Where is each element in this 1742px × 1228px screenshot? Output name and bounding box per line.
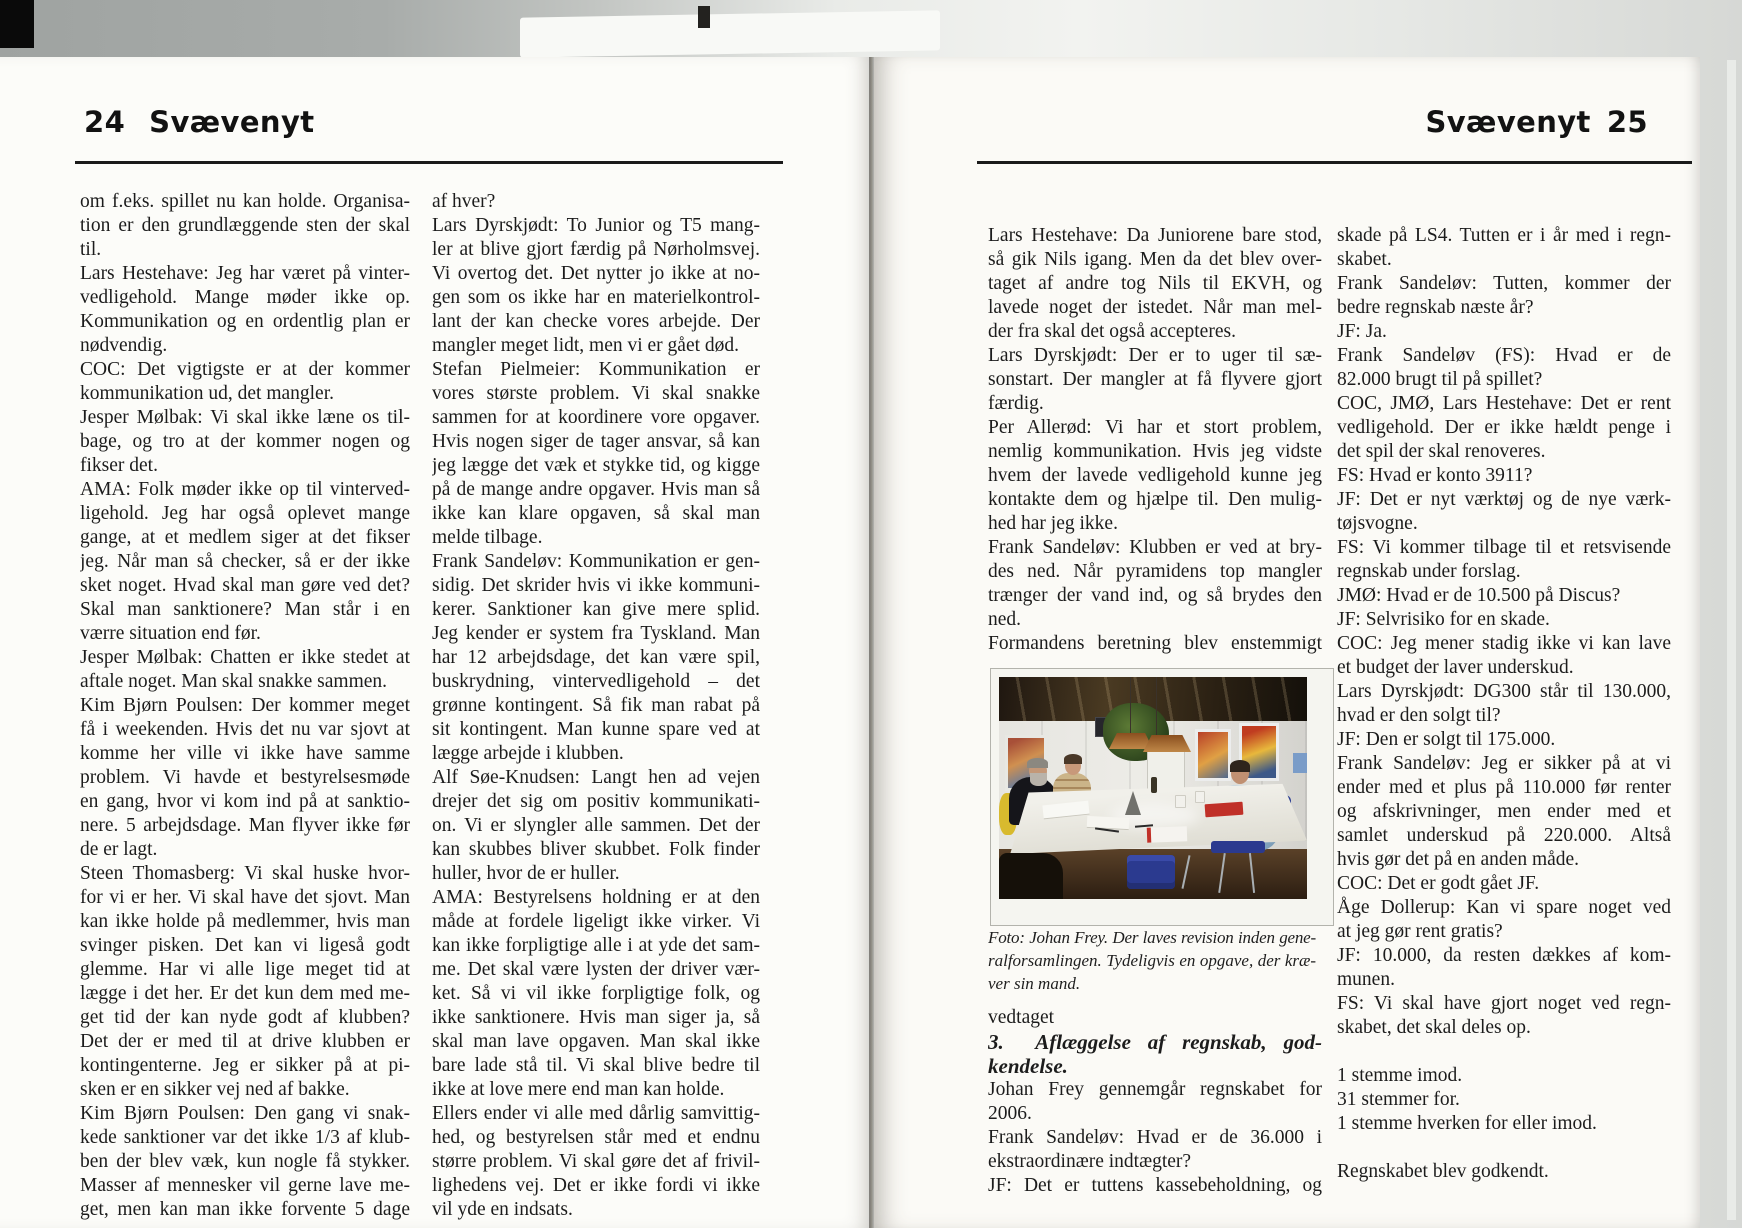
text-block — [432, 214, 760, 358]
text-line: Johan Frey gennemgår regnskabet for — [988, 1079, 1322, 1100]
text-line: Ellers ender vi alle med dårlig samvittig- — [432, 1103, 760, 1124]
text-block — [1337, 680, 1671, 728]
text-line: get, men kan man ikke forvente 5 dage — [80, 1199, 410, 1220]
text-line: sonstart. Der mangler at få flyvere gjort — [988, 369, 1322, 390]
text-block — [988, 416, 1322, 536]
text-line: Foto: Johan Frey. Der laves revision inden gene- — [988, 928, 1316, 947]
text-line: Jesper Mølbak: Chatten er ikke stedet at — [80, 647, 410, 668]
text-line: nødvendig. — [80, 335, 168, 356]
text-line: at jeg gør rent gratis? — [1337, 921, 1503, 942]
text-line: lavede noget der istedet. Når man mel- — [988, 297, 1322, 318]
text-line: komme her ville vi ikke have samme — [80, 743, 410, 764]
text-line: vedligehold. Mange møder ikke op. — [80, 287, 410, 308]
text-line: Hvis nogen siger de tager ansvar, så kan — [432, 431, 760, 452]
text-line: vedtaget — [988, 1007, 1055, 1028]
text-line: COC, JMØ, Lars Hestehave: Det er rent — [1337, 393, 1671, 414]
photo-blue-chair-seat — [1211, 841, 1265, 853]
text-line: har 12 arbejdsdage, det kan være spil, — [432, 647, 760, 668]
text-block — [80, 478, 410, 646]
photo-caption — [988, 926, 1316, 995]
text-line: AMA: Folk møder ikke op til vinterved- — [80, 479, 410, 500]
text-block — [1337, 1160, 1671, 1184]
text-block — [432, 766, 760, 886]
photo-cup — [1175, 795, 1186, 808]
text-block — [1337, 944, 1671, 992]
photo-papers — [1087, 816, 1130, 830]
photo-scene — [999, 677, 1307, 899]
header-rule-left — [75, 161, 783, 164]
text-line: Frank Sandeløv: Tutten, kommer der — [1337, 273, 1671, 294]
text-line: færdig. — [988, 393, 1044, 414]
text-line: Åge Dollerup: Kan vi spare noget ved — [1337, 897, 1671, 918]
text-line: skabet. — [1337, 249, 1392, 270]
text-line: Regnskabet blev godkendt. — [1337, 1161, 1549, 1182]
text-line: hed, og bestyrelsen står med et endnu — [432, 1127, 760, 1148]
text-line: des ned. Når pyramidens top mangler — [988, 561, 1322, 582]
text-line: 82.000 brugt til på spillet? — [1337, 369, 1543, 390]
right-page-column-1-bottom — [988, 1006, 1322, 1198]
text-line: buskrydning, vintervedligehold – det — [432, 671, 760, 692]
text-line: hvis gør det på en anden måde. — [1337, 849, 1580, 870]
photo-blue-chair-front — [1127, 855, 1175, 889]
text-line: Masser af mennesker vil gerne lave me- — [80, 1175, 410, 1196]
photo-wall-box — [1293, 753, 1307, 773]
text-block — [1337, 632, 1671, 680]
text-line: ligehold. Jeg har også oplevet mange — [80, 503, 410, 524]
text-line: grønne kontingent. Så fik man rabat på — [432, 695, 760, 716]
text-line: JF: Det er nyt værktøj og de nye værk- — [1337, 489, 1671, 510]
photo-person-right-hair — [1230, 760, 1250, 772]
text-line: 1 stemme imod. — [1337, 1065, 1463, 1086]
text-line: Lars Dyrskjødt: DG300 står til 130.000, — [1337, 681, 1671, 702]
text-line: ekstraordinære indtægter? — [988, 1151, 1192, 1172]
text-line: problem. Vi havde et bestyrelsesmøde — [80, 767, 410, 788]
text-line: jeg. Når man så checker, så er der ikke — [80, 551, 410, 572]
text-block — [988, 344, 1322, 416]
scan-artifact-mark — [698, 6, 710, 28]
text-line: Frank Sandeløv: Hvad er de 36.000 i — [988, 1127, 1322, 1148]
text-block — [80, 358, 410, 406]
text-block — [988, 224, 1322, 344]
text-line: samlet underskud på 220.000. Altså — [1337, 825, 1671, 846]
photo-red-folder — [1205, 802, 1244, 818]
text-line: sket noget. Hvad skal man gøre ved det? — [80, 575, 410, 596]
magazine-title: Svævenyt — [149, 105, 315, 139]
text-line: Steen Thomasberg: Vi skal huske hvor- — [80, 863, 410, 884]
text-block — [1337, 752, 1671, 872]
left-page-column-2 — [432, 190, 760, 1222]
text-line: mangler meget lidt, men vi er gået død. — [432, 335, 740, 356]
text-block — [1337, 872, 1671, 896]
text-line: FS: Vi kommer tilbage til et retsvisende — [1337, 537, 1671, 558]
text-line: FS: Hvad er konto 3911? — [1337, 465, 1533, 486]
photo-lamp-cord — [1156, 677, 1157, 739]
text-line: Kommunikation og en ordentlig plan er — [80, 311, 410, 332]
text-line: bare lade stå til. Vi skal blive bedre til — [432, 1055, 760, 1076]
text-line: Kim Bjørn Poulsen: Den gang vi snak- — [80, 1103, 410, 1124]
text-line: værre situation end før. — [80, 623, 261, 644]
text-line: sken er en sikker vej ned af bakke. — [80, 1079, 350, 1100]
text-line: Frank Sandeløv: Klubben er ved at bry- — [988, 537, 1322, 558]
text-line: et budget der laver underskud. — [1337, 657, 1574, 678]
text-line: huller, hvor de er huller. — [432, 863, 620, 884]
text-block — [1337, 608, 1671, 632]
text-line: ikke at love mere end man kan holde. — [432, 1079, 725, 1100]
text-line: Det der er med til at drive klubben er — [80, 1031, 410, 1052]
text-block — [80, 1102, 410, 1222]
text-line: ikke kan klare opgaven, så skal man — [432, 503, 760, 524]
text-line: ver sin mand. — [988, 974, 1081, 993]
text-block — [988, 1078, 1322, 1126]
text-line: JF: 10.000, da resten dækkes af kom- — [1337, 945, 1671, 966]
text-block — [988, 536, 1322, 632]
text-line: get tid der kan nyde godt af klubben? — [80, 1007, 410, 1028]
text-line: Per Allerød: Vi har et stort problem, — [988, 417, 1322, 438]
text-line: regnskab under forslag. — [1337, 561, 1521, 582]
text-line: Alf Søe-Knudsen: Langt hen ad vejen — [432, 767, 760, 788]
text-line: fikser det. — [80, 455, 158, 476]
text-line: vores største problem. Vi skal snakke — [432, 383, 760, 404]
photo-cup — [1195, 791, 1205, 803]
text-line: ikke sanktionere. Hvis man siger ja, så — [432, 1007, 760, 1028]
text-block — [1337, 992, 1671, 1040]
text-line: JF: Den er solgt til 175.000. — [1337, 729, 1556, 750]
text-block — [1337, 224, 1671, 272]
text-line: Stefan Pielmeier: Kommunikation er — [432, 359, 760, 380]
text-block — [1337, 728, 1671, 752]
text-line: Lars Dyrskjødt: To Junior og T5 mang- — [432, 215, 760, 236]
text-line: kerer. Sanktioner kan give mere splid. — [432, 599, 760, 620]
text-line: JF: Ja. — [1337, 321, 1387, 342]
text-line: om f.eks. spillet nu kan holde. Organisa- — [80, 191, 410, 212]
text-line: hvem der lavede vedligehold kunne jeg — [988, 465, 1322, 486]
text-line: på de mange andre opgaver. Hvis man så — [432, 479, 760, 500]
text-line: sit kontingent. Man kunne spare ved at — [432, 719, 760, 740]
text-block — [1337, 392, 1671, 464]
scanner-corner-shadow — [0, 0, 34, 48]
text-line: for vi er her. Vi skal have det sjovt. Man — [80, 887, 410, 908]
text-line: nemlig kommunikation. Hvis jeg vidste — [988, 441, 1322, 462]
text-line: kendelse. — [988, 1054, 1068, 1078]
left-page-column-1 — [80, 190, 410, 1222]
text-block — [432, 1102, 760, 1222]
text-block — [432, 550, 760, 766]
text-line: JF: Det er tuttens kassebeholdning, og — [988, 1175, 1322, 1196]
text-line: det spil der skal renoveres. — [1337, 441, 1546, 462]
text-line: 31 stemmer for. — [1337, 1089, 1460, 1110]
text-line: større problem. Vi skal gøre det af frivil- — [432, 1151, 760, 1172]
text-line: skabet, det skal deles op. — [1337, 1017, 1531, 1038]
text-line: kontingenterne. Jeg er sikker på at pi- — [80, 1055, 410, 1076]
text-line: Lars Dyrskjødt: Der er to uger til sæ- — [988, 345, 1322, 366]
photo-person-left-beard — [1030, 773, 1047, 786]
photo-dark-chair — [999, 853, 1063, 899]
text-line: kan ikke holde på medlemmer, hvis man — [80, 911, 410, 932]
text-line: COC: Det er godt gået JF. — [1337, 873, 1540, 894]
text-block — [988, 926, 1316, 995]
text-line: ket. Så vi vil ikke forpligtige folk, og — [432, 983, 760, 1004]
photo-lamp-cord — [1130, 677, 1131, 737]
text-block — [80, 862, 410, 1102]
text-line: Formandens beretning blev enstemmigt — [988, 633, 1322, 654]
text-line: sammen for at koordinere vore opgaver. — [432, 407, 760, 428]
text-block — [80, 646, 410, 694]
text-line: jeg lægge det væk et stykke tid, og kigge — [432, 455, 760, 476]
text-line: trænger der vand ind, og så brydes den — [988, 585, 1322, 606]
text-line: 3. Aflæggelse af regnskab, god- — [988, 1030, 1322, 1054]
text-line: AMA: Bestyrelsens holdning er at den — [432, 887, 760, 908]
text-line: Lars Hestehave: Da Juniorene bare stod, — [988, 225, 1322, 246]
photo-person-left-hair — [1027, 758, 1048, 768]
text-line: så gik Nils igang. Men da det blev over- — [988, 249, 1322, 270]
text-line: kan ikke forpligtige alle i at yde det sam- — [432, 935, 760, 956]
text-line: de er lagt. — [80, 839, 158, 860]
text-line: svinger pisken. Det kan vi ligeså godt — [80, 935, 410, 956]
text-line: Frank Sandeløv: Jeg er sikker på at vi — [1337, 753, 1671, 774]
paper-edge-right — [1727, 60, 1736, 1220]
page-header-left — [84, 105, 315, 139]
text-block — [988, 1126, 1322, 1174]
text-line: Vi overtog det. Det nytter jo ikke at no- — [432, 263, 760, 284]
text-line: skal man lave opgaven. Man skal ikke — [432, 1031, 760, 1052]
text-line: lant der kan checke vores arbejde. Der — [432, 311, 760, 332]
text-line: ler at blive gjort færdig på Nørholmsvej. — [432, 239, 760, 260]
text-line: 1 stemme hverken for eller imod. — [1337, 1113, 1597, 1134]
text-block — [1337, 896, 1671, 944]
page-left — [0, 57, 871, 1228]
text-line: munen. — [1337, 969, 1395, 990]
text-line: Skal man sanktionere? Man står i en — [80, 599, 410, 620]
text-line: COC: Jeg mener stadig ikke vi kan lave — [1337, 633, 1671, 654]
text-line: aftale noget. Man skal snakke sammen. — [80, 671, 388, 692]
text-line: on. Vi er slyngler alle sammen. Det der — [432, 815, 760, 836]
text-line: en gang, hvor vi kom ind på at sanktio- — [80, 791, 410, 812]
text-line: og afskrivninger, men ender med et — [1337, 801, 1671, 822]
text-line: ralforsamlingen. Tydeligvis en opgave, der kræ- — [988, 951, 1316, 970]
text-line: ben der blev væk, kun nogle få stykker. — [80, 1151, 410, 1172]
text-block — [1337, 320, 1671, 344]
text-line: gen som os ikke har en materielkontrol- — [432, 287, 760, 308]
text-block — [988, 1174, 1322, 1198]
text-line: kede sanktioner var det ikke 1/3 af klub- — [80, 1127, 410, 1148]
right-page-column-1-top — [988, 224, 1322, 656]
text-line: kontakte dem og hjælpe til. Den mulig- — [988, 489, 1322, 510]
text-line: lægge i det her. Er det kun dem med me- — [80, 983, 410, 1004]
text-line: Jeg kender er system fra Tyskland. Man — [432, 623, 760, 644]
text-line: drejer det sig om positiv kommunikati- — [432, 791, 760, 812]
photo-person-middle-hair — [1064, 754, 1082, 764]
text-line: FS: Vi skal have gjort noget ved regn- — [1337, 993, 1671, 1014]
text-line: me. Det skal være lysten der driver vær- — [432, 959, 760, 980]
text-block — [988, 632, 1322, 656]
page-header-right — [1337, 105, 1648, 139]
text-line: glemme. Har vi alle lige meget tid at — [80, 959, 410, 980]
text-line: Kim Bjørn Poulsen: Der kommer meget — [80, 695, 410, 716]
text-line: Frank Sandeløv: Kommunikation er gen- — [432, 551, 760, 572]
text-line: kan skubbes bliver skubbet. Folk finder — [432, 839, 760, 860]
text-line: kommunikation ud, det mangler. — [80, 383, 335, 404]
text-line: vedligehold. Der er ikke hældt penge i — [1337, 417, 1671, 438]
text-block — [988, 1030, 1322, 1078]
text-block — [432, 190, 760, 214]
photo-general-assembly — [990, 668, 1334, 926]
text-line: af hver? — [432, 191, 496, 212]
text-block — [80, 190, 410, 262]
text-line: taget af andre tog Nils til EKVH, og — [988, 273, 1322, 294]
text-line: gange, at et medlem siger at det fikser — [80, 527, 410, 548]
text-block — [80, 694, 410, 862]
text-line: vil yde en indsats. — [432, 1199, 573, 1220]
text-block — [1337, 344, 1671, 392]
text-block — [80, 262, 410, 358]
text-line: bage, og tro at der kommer nogen og — [80, 431, 410, 452]
text-line: skade på LS4. Tutten er i år med i regn- — [1337, 225, 1671, 246]
text-line: Frank Sandeløv (FS): Hvad er de — [1337, 345, 1671, 366]
text-line: ender med et plus på 110.000 før renter — [1337, 777, 1671, 798]
text-line: til. — [80, 239, 102, 260]
text-line: ned. — [988, 609, 1022, 630]
text-line: COC: Det vigtigste er at der kommer — [80, 359, 410, 380]
text-line: bedre regnskab næste år? — [1337, 297, 1534, 318]
text-block — [1337, 488, 1671, 536]
text-line: tøjsvogne. — [1337, 513, 1418, 534]
text-block — [1337, 272, 1671, 320]
page-number-left: 24 — [84, 105, 126, 139]
text-block — [432, 358, 760, 550]
text-block — [988, 1006, 1322, 1030]
text-block — [1337, 464, 1671, 488]
text-line: melde tilbage. — [432, 527, 543, 548]
text-line: hvad er den solgt til? — [1337, 705, 1501, 726]
right-page-column-2 — [1337, 224, 1671, 1184]
text-line: lighedens vej. Det er ikke fordi vi ikke — [432, 1175, 760, 1196]
text-block — [1337, 584, 1671, 608]
page-number-right: 25 — [1606, 105, 1648, 139]
photo-document — [1147, 826, 1187, 842]
text-line: 2006. — [988, 1103, 1032, 1124]
text-line: tion er den grundlæggende sten der skal — [80, 215, 410, 236]
header-rule-right — [977, 161, 1692, 164]
text-line: nere. 5 arbejdsdage. Man flyver ikke før — [80, 815, 410, 836]
text-line: JF: Selvrisiko for en skade. — [1337, 609, 1550, 630]
photo-bottle — [1151, 777, 1157, 793]
photo-poster-right-1 — [1195, 729, 1231, 781]
text-line: Jesper Mølbak: Vi skal ikke læne os til- — [80, 407, 410, 428]
text-line: måde at fordele ligeligt ikke virker. Vi — [432, 911, 760, 932]
text-line: hed har jeg ikke. — [988, 513, 1118, 534]
text-line: sidig. Det skrider hvis vi ikke kommuni- — [432, 575, 760, 596]
text-block — [1337, 1064, 1671, 1136]
text-line: Lars Hestehave: Jeg har været på vinter- — [80, 263, 410, 284]
text-block — [80, 406, 410, 478]
text-block — [1337, 536, 1671, 584]
text-line: få i weekenden. Hvis det nu var sjovt at — [80, 719, 410, 740]
paper-edge-highlight — [520, 10, 940, 57]
page-right — [874, 57, 1700, 1228]
text-line: JMØ: Hvad er de 10.500 på Discus? — [1337, 585, 1621, 606]
text-block — [432, 886, 760, 1102]
magazine-title: Svævenyt — [1425, 105, 1591, 139]
text-line: der fra skal det også accepteres. — [988, 321, 1236, 342]
text-line: lægge arbejde i klubben. — [432, 743, 624, 764]
